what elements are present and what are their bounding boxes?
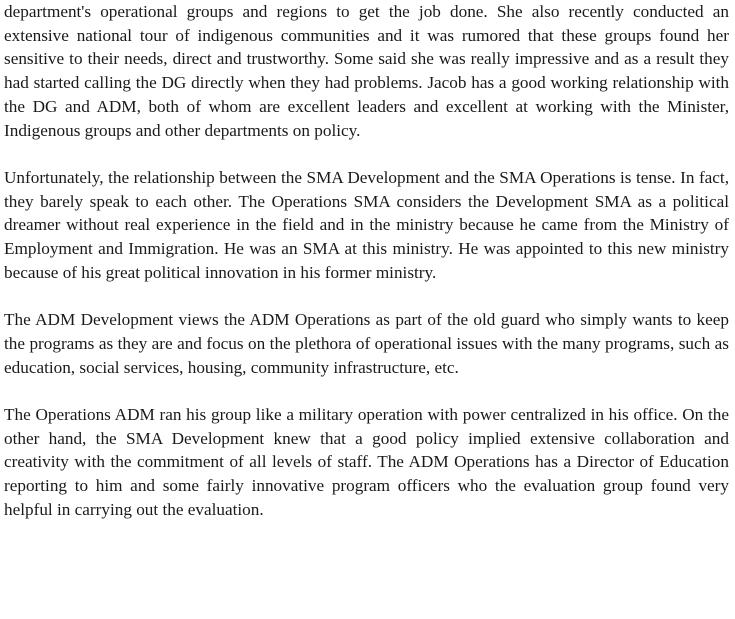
paragraph-1: department's operational groups and regions to get the job done. She also recently conducted an extensive national tour of indigenous communities and it was rumored that these groups found her sensitive to their needs, direct and trustworthy. Some said she was really impressive and as a result they had started calling the DG directly when they had problems. Jacob has a good working relationship with the DG and ADM, both of whom are excellent leaders and excellent at working with the Minister, Indigenous groups and other departments on policy. xyxy=(4,2,729,140)
paragraph-4: The Operations ADM ran his group like a military operation with power centralized in his office. On the other hand, the SMA Development knew that a good policy implied extensive collaboration and creativity with the commitment of all levels of staff. The ADM Operations has a Director of Education reporting to him and some fairly innovative program officers who the evaluation group found very helpful in carrying out the evaluation. xyxy=(4,404,729,519)
paragraph-3: The ADM Development views the ADM Operations as part of the old guard who simply wants to keep the programs as they are and focus on the plethora of operational issues with the many programs, such as education, social services, housing, community infrastructure, etc. xyxy=(4,310,729,377)
document-body xyxy=(4,0,729,545)
paragraph-2: Unfortunately, the relationship between the SMA Development and the SMA Operations is tense. In fact, they barely speak to each other. The Operations SMA considers the Development SMA as a political dreamer without real experience in the field and in the ministry because he came from the Ministry of Employment and Immigration. He was an SMA at this ministry. He was appointed to this new ministry because of his great political innovation in his former ministry. xyxy=(4,167,729,282)
